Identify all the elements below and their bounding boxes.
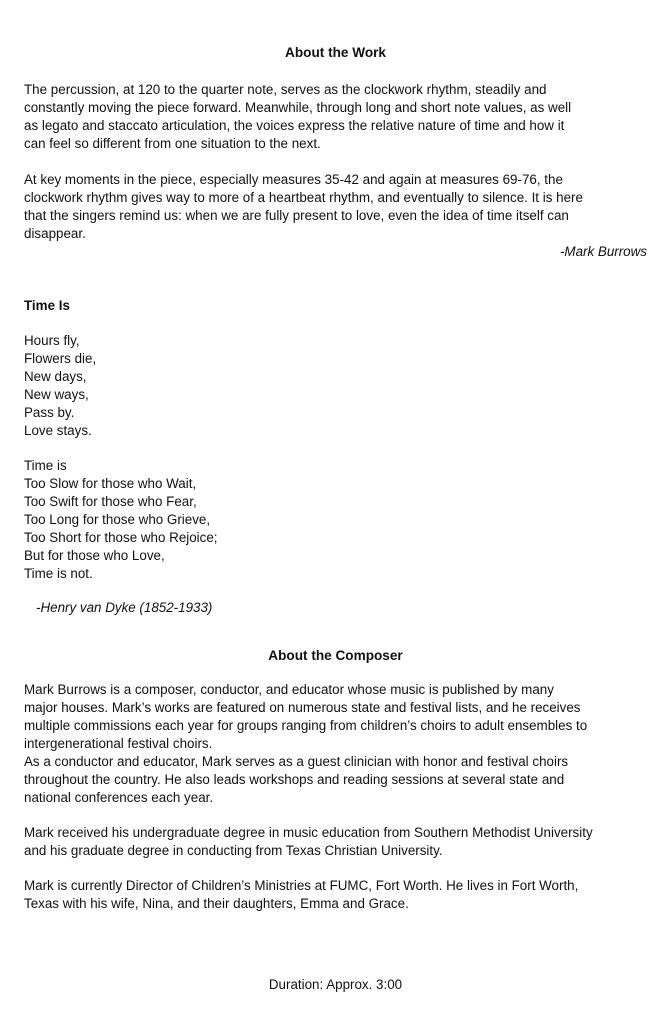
text-line: The percussion, at 120 to the quarter note, serves as the clockwork rhythm, steadily and (24, 82, 547, 97)
text-line: throughout the country. He also leads workshops and reading sessions at several state and (24, 772, 565, 787)
about-work-paragraph-2 (24, 171, 647, 243)
poem-stanza-1 (24, 332, 647, 440)
poem-line: Time is (24, 458, 67, 473)
about-composer-paragraph-3 (24, 824, 647, 860)
text-line: Mark Burrows is a composer, conductor, and educator whose music is published by many (24, 682, 554, 697)
poem-line: Too Short for those who Rejoice; (24, 530, 218, 545)
poem-line: Pass by. (24, 405, 75, 420)
poem-line: New ways, (24, 387, 89, 402)
document-page (24, 44, 647, 913)
text-line: as legato and staccato articulation, the voices express the relative nature of time and how it (24, 118, 565, 133)
text-line: disappear. (24, 226, 86, 241)
poem-line: Too Long for those who Grieve, (24, 512, 211, 527)
poem-line: Flowers die, (24, 351, 97, 366)
text-line: Mark received his undergraduate degree in music education from Southern Methodist University (24, 825, 593, 840)
text-line: national conferences each year. (24, 790, 214, 805)
text-line: major houses. Mark’s works are featured on numerous state and festival lists, and he receives (24, 700, 581, 715)
text-line: can feel so different from one situation to the next. (24, 136, 321, 151)
text-line: that the singers remind us: when we are fully present to love, even the idea of time itself can (24, 208, 569, 223)
about-composer-heading: About the Composer (268, 648, 403, 663)
poem-line: But for those who Love, (24, 548, 165, 563)
about-work-heading: About the Work (285, 45, 386, 60)
poem-author: -Henry van Dyke (1852-1933) (36, 600, 213, 615)
poem-line: New days, (24, 369, 87, 384)
poem-line: Love stays. (24, 423, 92, 438)
poem-line: Too Swift for those who Fear, (24, 494, 197, 509)
text-line: constantly moving the piece forward. Meanwhile, through long and short note values, as well (24, 100, 572, 115)
poem-line: Hours fly, (24, 333, 80, 348)
poem-line: Time is not. (24, 566, 93, 581)
text-line: clockwork rhythm gives way to more of a heartbeat rhythm, and eventually to silence. It is here (24, 190, 583, 205)
text-line: multiple commissions each year for groups ranging from children’s choirs to adult ensembles to (24, 718, 588, 733)
text-line: intergenerational festival choirs. (24, 736, 213, 751)
about-work-paragraph-1 (24, 81, 647, 153)
duration-footer: Duration: Approx. 3:00 (268, 977, 403, 992)
poem-title: Time Is (24, 298, 70, 313)
text-line: and his graduate degree in conducting from Texas Christian University. (24, 843, 443, 858)
text-line: As a conductor and educator, Mark serves as a guest clinician with honor and festival choirs (24, 754, 569, 769)
poem-line: Too Slow for those who Wait, (24, 476, 197, 491)
about-composer-paragraph-4 (24, 877, 647, 913)
about-composer-paragraph-1 (24, 681, 647, 753)
text-line: Texas with his wife, Nina, and their daughters, Emma and Grace. (24, 896, 409, 911)
poem-stanza-2 (24, 457, 647, 583)
text-line: At key moments in the piece, especially measures 35-42 and again at measures 69-76, the (24, 172, 563, 187)
about-composer-paragraph-2 (24, 753, 647, 807)
text-line: Mark is currently Director of Children’s Ministries at FUMC, Fort Worth. He lives in Fort Worth, (24, 878, 579, 893)
about-work-signature: -Mark Burrows (559, 244, 647, 259)
